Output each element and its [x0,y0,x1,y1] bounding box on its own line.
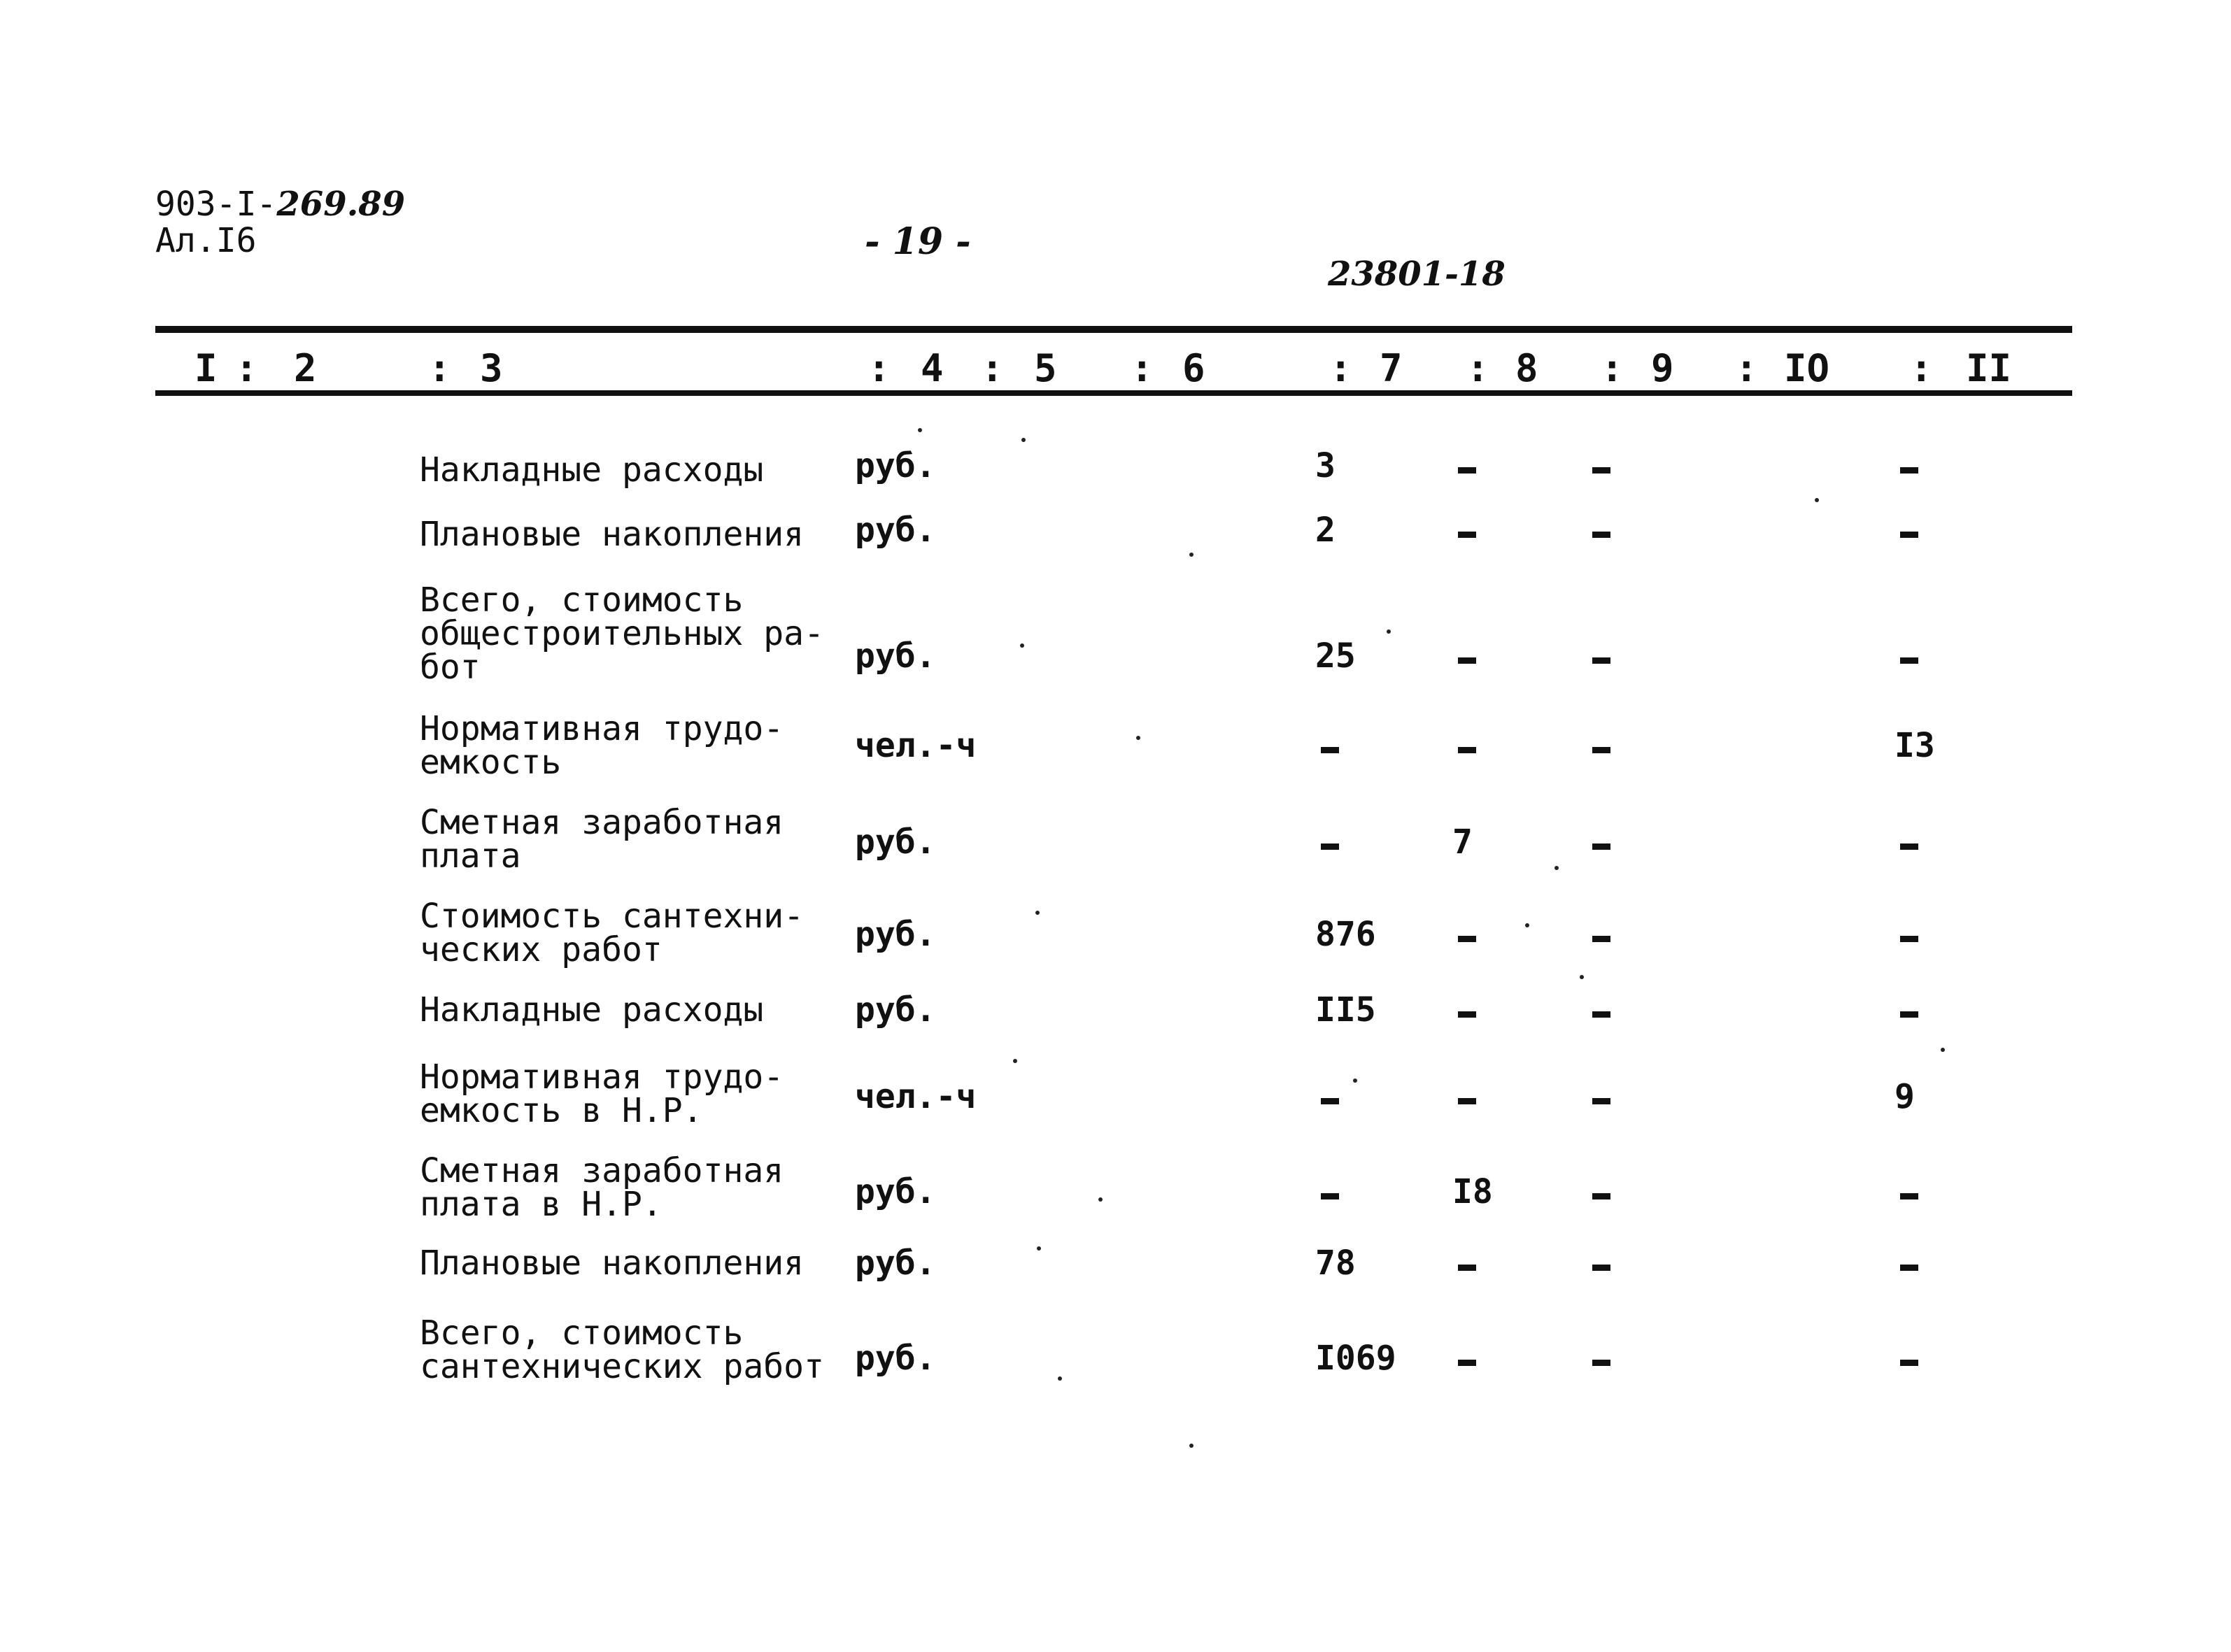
document-code-prefix: 903-I- [155,185,277,224]
column-separator: : [235,346,258,390]
col8-value-dash [1458,1011,1476,1018]
col11-value-dash [1900,936,1918,942]
scan-speck [1387,629,1391,634]
col7-value: I069 [1315,1339,1396,1378]
row-label: Стоимость сантехни- ческих работ [420,897,805,969]
col7-value: 25 [1315,636,1356,676]
col8-value-dash [1458,532,1476,538]
column-separator: : [867,346,891,390]
col9-value-dash [1592,1098,1610,1104]
scan-speck [1058,1376,1062,1381]
col8-value-dash [1458,1360,1476,1366]
row-label: Плановые накопления [420,515,805,554]
row-label: Сметная заработная плата [420,803,784,876]
row-label: Сметная заработная плата в Н.Р. [420,1151,784,1224]
col8-value: 7 [1452,823,1473,862]
scan-speck [1013,1059,1017,1063]
scan-speck [1189,553,1194,557]
column-separator: : [1735,346,1758,390]
col9-value-dash [1592,1265,1610,1271]
col7-value-dash [1321,1098,1339,1104]
scan-speck [1136,736,1140,740]
column-number-7: 7 [1380,346,1403,390]
col8-value-dash [1458,467,1476,473]
col8-value-dash [1458,936,1476,942]
col11-value-dash [1900,532,1918,538]
column-number-2: 2 [294,346,317,390]
column-number-10: IO [1784,346,1830,390]
page-number [865,220,971,263]
scan-speck [1098,1197,1103,1202]
scan-speck [1021,438,1026,442]
column-separator: : [1910,346,1933,390]
row-unit: руб. [855,1172,936,1211]
column-separator: : [981,346,1004,390]
col8-value-dash [1458,747,1476,753]
col9-value-dash [1592,532,1610,538]
col7-value-dash [1321,1193,1339,1199]
column-separator: : [1329,346,1352,390]
col11-value-dash [1900,1360,1918,1366]
col9-value-dash [1592,843,1610,850]
row-label: Нормативная трудо- емкость в Н.Р. [420,1058,784,1130]
column-number-6: 6 [1182,346,1205,390]
scan-speck [1035,911,1040,915]
scan-speck [1525,923,1529,927]
sheet-label: Ал.I6 [155,221,257,260]
document-code-handwritten: 269.89 [276,185,406,224]
row-unit: чел.-ч [855,726,977,765]
col7-value-dash [1321,747,1339,753]
col8-value-dash [1458,1265,1476,1271]
col8-value-dash [1458,1098,1476,1104]
row-label: Накладные расходы [420,990,764,1030]
row-unit: руб. [855,990,936,1030]
page-number-text: - 19 - [865,220,971,263]
col11-value-dash [1900,1193,1918,1199]
column-separator: : [1466,346,1489,390]
row-label: Всего, стоимость общестроительных ра- бот [420,581,824,687]
col11-value-dash [1900,467,1918,473]
col11-value-dash [1900,1265,1918,1271]
row-label: Плановые накопления [420,1244,805,1283]
row-unit: руб. [855,1339,936,1378]
row-label: Всего, стоимость сантехнических работ [420,1313,824,1386]
col7-value-dash [1321,843,1339,850]
column-separator: : [1601,346,1624,390]
row-unit: руб. [855,446,936,485]
col11-value-dash [1900,843,1918,850]
row-unit: руб. [855,511,936,550]
archive-number: 23801-18 [1328,255,1506,294]
scan-speck [1020,643,1024,648]
scan-speck [1189,1444,1194,1448]
document-code [155,185,406,224]
col7-value: 3 [1315,446,1336,485]
row-label: Нормативная трудо- емкость [420,709,784,782]
col8-value-dash [1458,657,1476,664]
scan-speck [1815,498,1819,502]
column-separator: : [428,346,451,390]
col8-value: I8 [1452,1172,1493,1211]
col9-value-dash [1592,657,1610,664]
col9-value-dash [1592,936,1610,942]
column-number-11: II [1966,346,2012,390]
row-unit: руб. [855,636,936,676]
col9-value-dash [1592,1193,1610,1199]
col7-value: 876 [1315,915,1376,954]
column-number-4: 4 [921,346,944,390]
column-number-5: 5 [1034,346,1057,390]
col11-value: I3 [1894,726,1935,765]
scan-speck [1037,1246,1041,1251]
col11-value: 9 [1894,1077,1915,1116]
row-unit: чел.-ч [855,1077,977,1116]
col11-value-dash [1900,657,1918,664]
table-top-rule [155,326,2072,333]
column-number-1: I [194,346,218,390]
scan-speck [1554,866,1559,870]
table-header-bottom-rule [155,390,2072,396]
row-unit: руб. [855,1244,936,1283]
row-unit: руб. [855,823,936,862]
col11-value-dash [1900,1011,1918,1018]
row-label: Накладные расходы [420,450,764,490]
column-number-9: 9 [1651,346,1674,390]
column-number-3: 3 [480,346,503,390]
col7-value: II5 [1315,990,1376,1030]
row-unit: руб. [855,915,936,954]
scan-speck [1580,975,1584,979]
scan-speck [1941,1048,1945,1052]
scan-speck [918,428,922,432]
col9-value-dash [1592,747,1610,753]
col9-value-dash [1592,467,1610,473]
scan-speck [1353,1078,1357,1083]
col9-value-dash [1592,1360,1610,1366]
col7-value: 2 [1315,511,1336,550]
column-separator: : [1131,346,1154,390]
column-number-8: 8 [1515,346,1538,390]
col9-value-dash [1592,1011,1610,1018]
col7-value: 78 [1315,1244,1356,1283]
